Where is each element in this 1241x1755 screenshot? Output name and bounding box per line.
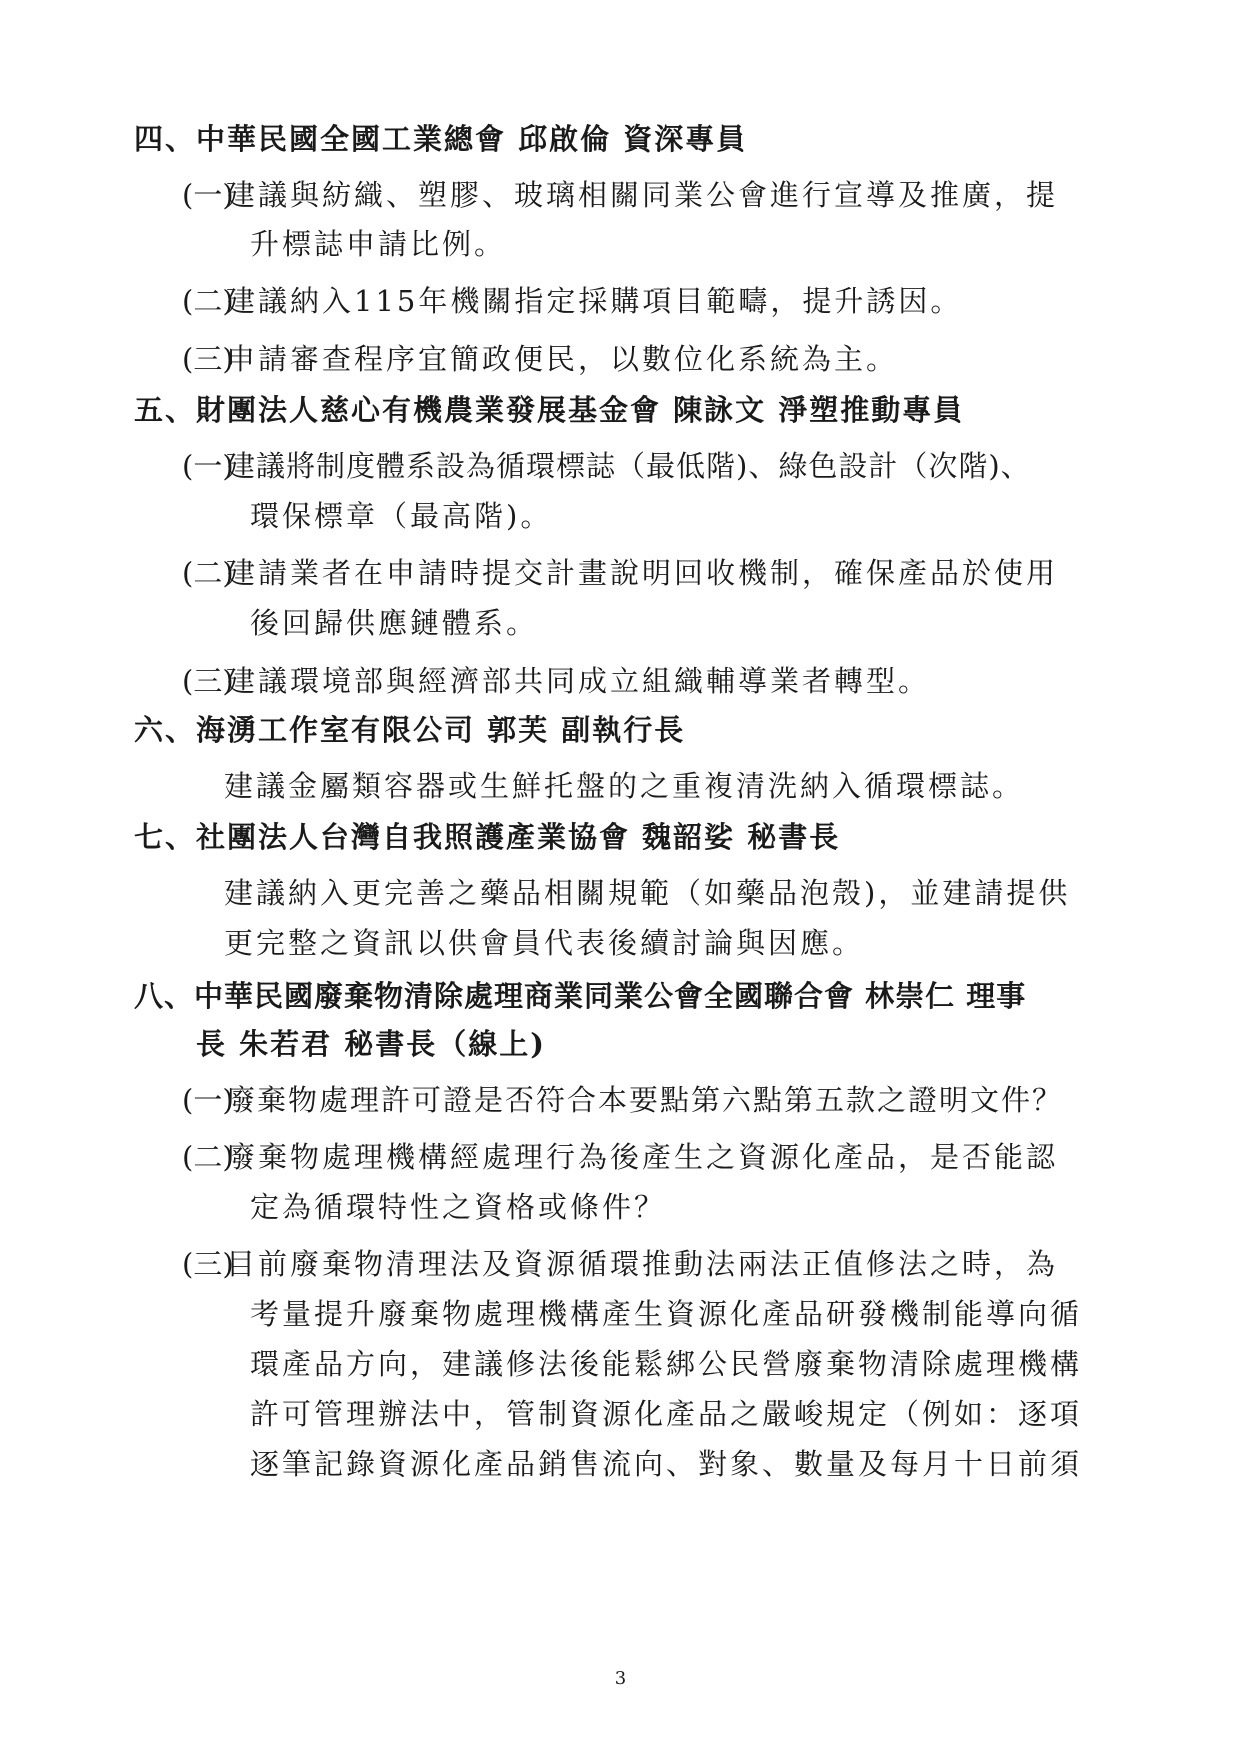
- section-7-heading: 七、社團法人台灣自我照護產業協會 魏韶娑 秘書長: [134, 820, 841, 854]
- section-5-item-1-number: (一): [182, 449, 234, 483]
- section-4-item-2-line-1: 建議納入115年機關指定採購項目範疇，提升誘因。: [226, 284, 963, 318]
- section-8-item-2-line-2: 定為循環特性之資格或條件？: [250, 1190, 667, 1224]
- section-6-body-line-1: 建議金屬類容器或生鮮托盤的之重複清洗納入循環標誌。: [224, 769, 1025, 803]
- section-8-item-1-number: (一): [182, 1083, 234, 1117]
- section-8-item-3-line-1: 目前廢棄物清理法及資源循環推動法兩法正值修法之時，為: [226, 1247, 1059, 1281]
- section-8-heading-line-2: 長 朱若君 秘書長（線上): [196, 1027, 546, 1061]
- section-4-item-1-line-1: 建議與紡織、塑膠、玻璃相關同業公會進行宣導及推廣，提: [226, 178, 1059, 212]
- section-5-item-2-line-1: 建請業者在申請時提交計畫說明回收機制，確保產品於使用: [226, 556, 1059, 590]
- section-8-item-3-line-4: 許可管理辦法中，管制資源化產品之嚴峻規定（例如：逐項: [250, 1397, 1083, 1431]
- section-5-item-2-line-2: 後回歸供應鏈體系。: [250, 606, 539, 640]
- section-5-item-1-line-2: 環保標章（最高階)。: [250, 499, 553, 533]
- section-4-item-1-number: (一): [182, 178, 234, 212]
- section-8-item-2-line-1: 廢棄物處理機構經處理行為後產生之資源化產品，是否能認: [226, 1140, 1059, 1174]
- section-8-item-3-line-3: 環產品方向，建議修法後能鬆綁公民營廢棄物清除處理機構: [250, 1347, 1083, 1381]
- section-8-item-2-number: (二): [182, 1140, 234, 1174]
- page-number: 3: [614, 1668, 627, 1689]
- section-4-item-3-number: (三): [182, 342, 234, 376]
- section-5-item-3-line-1: 建議環境部與經濟部共同成立組織輔導業者轉型。: [226, 664, 931, 698]
- section-8-item-3-line-5: 逐筆記錄資源化產品銷售流向、對象、數量及每月十日前須: [250, 1447, 1083, 1481]
- section-4-item-3-line-1: 申請審查程序宜簡政便民，以數位化系統為主。: [226, 342, 899, 376]
- section-7-body-line-1: 建議納入更完善之藥品相關規範（如藥品泡殼)，並建請提供: [224, 876, 1071, 910]
- section-6-heading: 六、海湧工作室有限公司 郭芙 副執行長: [134, 713, 686, 747]
- section-5-item-3-number: (三): [182, 664, 234, 698]
- section-5-item-1-line-1: 建議將制度體系設為循環標誌（最低階)、綠色設計（次階)、: [226, 449, 1031, 483]
- section-8-heading-line-1: 八、中華民國廢棄物清除處理商業同業公會全國聯合會 林崇仁 理事: [134, 979, 1027, 1013]
- section-8-item-1-line-1: 廢棄物處理許可證是否符合本要點第六點第五款之證明文件？: [226, 1083, 1064, 1117]
- section-4-item-2-number: (二): [182, 284, 234, 318]
- section-5-heading: 五、財團法人慈心有機農業發展基金會 陳詠文 淨塑推動專員: [134, 393, 965, 427]
- section-4-heading: 四、中華民國全國工業總會 邱啟倫 資深專員: [134, 122, 748, 156]
- section-8-item-3-number: (三): [182, 1247, 234, 1281]
- section-5-item-2-number: (二): [182, 556, 234, 590]
- section-7-body-line-2: 更完整之資訊以供會員代表後續討論與因應。: [224, 926, 865, 960]
- section-4-item-1-line-2: 升標誌申請比例。: [250, 227, 507, 261]
- section-8-item-3-line-2: 考量提升廢棄物處理機構產生資源化產品研發機制能導向循: [250, 1297, 1083, 1331]
